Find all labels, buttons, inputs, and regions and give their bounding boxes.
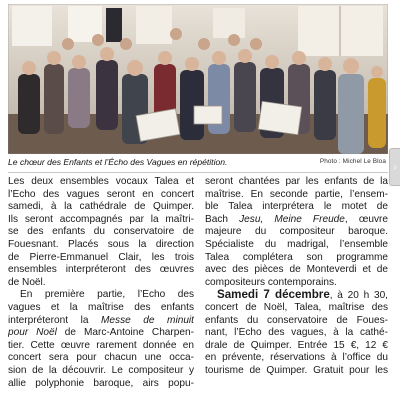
text-line: Bach Jesu, Meine Freude, œuvre xyxy=(205,213,388,225)
text-line: Spécialiste du madrigal, l’ensemble xyxy=(205,238,388,250)
text-line: vagues et la maîtrise des enfants xyxy=(8,301,194,313)
text-line: se des enfants du conservatoire de xyxy=(8,226,194,238)
text-line: majeure du compositeur baroque. xyxy=(205,226,388,238)
text-line: drale de Quimper. Entrée 15 €, 12 € xyxy=(205,339,388,351)
text-line: Fouesnant. Placés sous la direction xyxy=(8,238,194,250)
article-column-right xyxy=(205,176,388,378)
text-line: Les deux ensembles vocaux Talea et xyxy=(8,176,194,187)
rehearsal-photo xyxy=(8,4,388,154)
text-line: tourisme de Quimper. Gratuit pour les xyxy=(205,364,388,376)
text-line: tier. Cette œuvre rarement donnée en xyxy=(8,339,194,351)
text-line: en prévente, réservations à l’office du xyxy=(205,352,388,364)
event-date-line: Samedi 7 décembre, à 20 h 30, xyxy=(217,289,388,302)
text-line: de Noël. xyxy=(8,276,46,288)
article-column-left xyxy=(8,176,194,390)
text-line: compositeurs contemporains. xyxy=(205,276,337,288)
photo-caption xyxy=(8,154,388,170)
text-line: samedi, à la cathédrale de Quimper. xyxy=(8,201,194,213)
caption-divider xyxy=(8,172,388,173)
text-line: maîtrise. En seconde partie, l’ensem- xyxy=(205,188,388,200)
text-line: concert de Noël, Talea, maîtrise des xyxy=(205,301,388,313)
text-line: l’Écho des vagues seront en concert xyxy=(8,188,194,200)
next-arrow-tab[interactable] xyxy=(389,148,400,186)
text-line: Ils seront accompagnés par la maîtri- xyxy=(8,213,194,225)
chevron-right-icon: › xyxy=(393,161,397,173)
text-line: En première partie, l’Écho des xyxy=(20,289,194,301)
caption-text: Le chœur des Enfants et l’Écho des Vagues en répétition. xyxy=(8,157,228,167)
text-line: seront chantées par les enfants de la xyxy=(205,176,388,187)
text-line: allie polyphonie baroque, airs popu- xyxy=(8,377,194,389)
text-line: concert sera pour chacun une occa- xyxy=(8,352,194,364)
text-line: nant, l’Écho des vagues, à la cathé- xyxy=(205,327,388,339)
text-line: enfants du conservatoire de Foues- xyxy=(205,314,388,326)
text-line: de Pierre-Emmanuel Clair, les trois xyxy=(8,251,194,263)
text-line: avec des pièces de Monteverdi et de xyxy=(205,264,388,276)
text-line: Talea complétera son programme xyxy=(205,251,388,263)
text-line: pour Noël de Marc-Antoine Charpen- xyxy=(8,327,194,339)
text-line: ble Talea interprétera le motet de xyxy=(205,201,388,213)
text-line: sion de la découvrir. Le compositeur y xyxy=(8,364,194,376)
text-line: interpréteront la Messe de minuit xyxy=(8,314,194,326)
photo-credit: Photo : Michel Le Bloa xyxy=(319,158,386,165)
text-line: ensembles interpréteront des œuvres xyxy=(8,264,194,276)
